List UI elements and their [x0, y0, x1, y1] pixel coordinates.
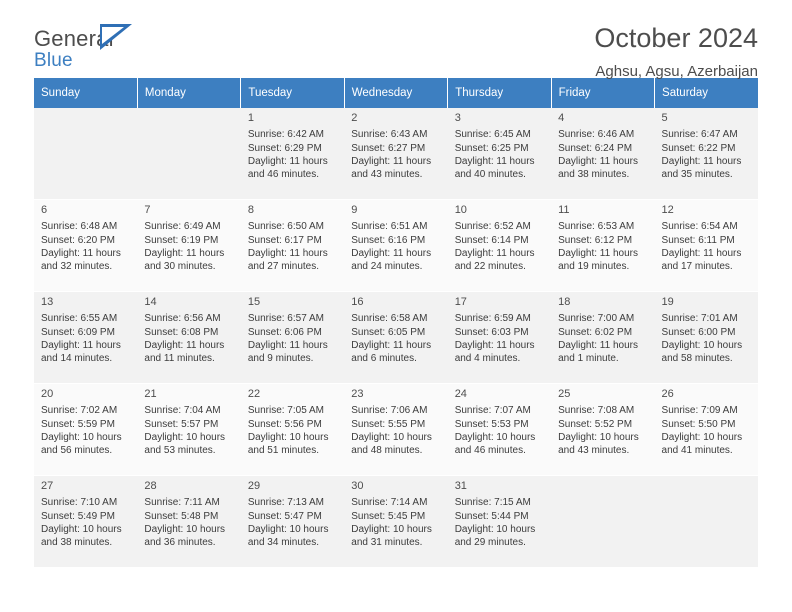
day-info-line: Sunrise: 6:51 AM — [351, 221, 428, 233]
day-sun-info — [662, 220, 752, 273]
calendar-day-cell[interactable] — [344, 476, 447, 568]
day-info-line: and 53 minutes. — [144, 445, 216, 457]
calendar-day-cell[interactable] — [137, 292, 240, 384]
calendar-day-cell[interactable] — [241, 292, 344, 384]
day-info-line: Sunrise: 7:01 AM — [661, 313, 738, 325]
day-info-line: Sunset: 6:11 PM — [661, 234, 735, 246]
day-info-line: and 43 minutes. — [351, 169, 423, 181]
calendar-day-cell[interactable] — [344, 292, 447, 384]
day-info-line: and 40 minutes. — [454, 169, 526, 181]
day-info-line: Daylight: 11 hours — [41, 339, 121, 351]
day-info-line: and 31 minutes. — [351, 537, 423, 549]
day-info-line: Sunrise: 6:58 AM — [351, 313, 428, 325]
calendar-day-cell[interactable] — [448, 292, 551, 384]
day-info-line: Sunrise: 7:11 AM — [144, 497, 220, 509]
day-info-line: Sunset: 6:12 PM — [558, 234, 633, 246]
day-info-line: and 32 minutes. — [41, 261, 113, 273]
day-info-line: Daylight: 10 hours — [351, 523, 432, 535]
day-info-line: and 41 minutes. — [661, 445, 733, 457]
day-info-line: Sunset: 6:09 PM — [41, 326, 115, 338]
day-info-line: Daylight: 11 hours — [454, 155, 535, 167]
day-info-line: Sunset: 6:29 PM — [247, 142, 322, 154]
day-info-line: Sunrise: 6:47 AM — [661, 129, 738, 141]
day-info-line: Sunset: 6:24 PM — [558, 142, 633, 154]
day-info-line: Daylight: 10 hours — [144, 431, 226, 443]
day-info-line: Daylight: 11 hours — [351, 155, 432, 167]
calendar-empty-cell — [34, 108, 137, 200]
day-info-line: and 34 minutes. — [247, 537, 320, 549]
day-sun-info — [248, 220, 338, 273]
day-info-line: Sunset: 5:56 PM — [247, 418, 322, 430]
day-sun-info — [351, 312, 441, 365]
day-info-line: Sunrise: 7:05 AM — [247, 405, 324, 417]
day-sun-info — [41, 220, 131, 273]
calendar-day-cell[interactable] — [344, 200, 447, 292]
day-sun-info — [455, 128, 545, 181]
day-info-line: Daylight: 11 hours — [247, 339, 328, 351]
calendar-day-cell[interactable] — [344, 108, 447, 200]
day-sun-info — [558, 220, 648, 273]
day-info-line: Daylight: 11 hours — [454, 339, 535, 351]
day-number: 17 — [454, 296, 467, 308]
brand-name-blue: Blue — [34, 50, 73, 71]
day-info-line: Sunrise: 7:15 AM — [454, 497, 531, 509]
day-info-line: and 48 minutes. — [351, 445, 423, 457]
day-sun-info — [662, 404, 752, 457]
day-number: 16 — [351, 296, 364, 308]
day-number: 12 — [661, 204, 674, 216]
day-info-line: Daylight: 11 hours — [558, 155, 638, 167]
calendar-day-cell[interactable] — [448, 384, 551, 476]
day-info-line: Sunrise: 7:02 AM — [41, 405, 118, 417]
day-info-line: Sunrise: 6:46 AM — [558, 129, 635, 141]
day-info-line: Daylight: 11 hours — [351, 339, 432, 351]
calendar-day-cell[interactable] — [655, 384, 758, 476]
day-sun-info — [41, 312, 131, 365]
day-sun-info — [455, 404, 545, 457]
calendar-day-cell[interactable] — [241, 108, 344, 200]
day-sun-info — [41, 496, 131, 549]
day-info-line: Sunrise: 7:09 AM — [661, 405, 738, 417]
day-sun-info — [144, 496, 234, 549]
day-info-line: Sunset: 6:20 PM — [41, 234, 115, 246]
day-info-line: Daylight: 11 hours — [661, 155, 742, 167]
day-info-line: and 4 minutes. — [454, 353, 521, 365]
day-info-line: Daylight: 10 hours — [247, 523, 329, 535]
day-info-line: Daylight: 11 hours — [144, 247, 225, 259]
day-info-line: and 11 minutes. — [144, 353, 215, 365]
day-number: 8 — [247, 204, 254, 216]
day-info-line: Daylight: 11 hours — [558, 247, 638, 259]
day-number: 10 — [454, 204, 467, 216]
day-number: 6 — [41, 204, 48, 216]
day-info-line: Daylight: 11 hours — [454, 247, 535, 259]
day-sun-info — [41, 404, 131, 457]
day-number: 1 — [247, 112, 254, 124]
day-info-line: Daylight: 11 hours — [247, 247, 328, 259]
day-info-line: Sunset: 5:50 PM — [661, 418, 736, 430]
day-sun-info — [558, 128, 648, 181]
title-block — [594, 22, 758, 80]
day-info-line: Sunrise: 7:08 AM — [558, 405, 635, 417]
day-info-line: and 9 minutes. — [247, 353, 314, 365]
day-info-line: Sunset: 6:17 PM — [247, 234, 322, 246]
day-number: 4 — [558, 112, 565, 124]
day-info-line: Daylight: 10 hours — [41, 523, 122, 535]
day-info-line: Sunrise: 7:00 AM — [558, 313, 635, 325]
day-number: 21 — [144, 388, 157, 400]
day-number: 9 — [351, 204, 358, 216]
day-number: 25 — [558, 388, 571, 400]
day-info-line: Sunrise: 6:48 AM — [41, 221, 118, 233]
calendar-empty-cell — [137, 108, 240, 200]
day-info-line: Sunrise: 6:50 AM — [247, 221, 324, 233]
day-number: 31 — [454, 480, 467, 492]
day-info-line: Daylight: 10 hours — [661, 431, 743, 443]
day-info-line: Sunset: 5:53 PM — [454, 418, 529, 430]
day-info-line: Sunset: 5:55 PM — [351, 418, 426, 430]
day-info-line: Daylight: 11 hours — [41, 247, 121, 259]
day-info-line: and 1 minute. — [558, 353, 619, 365]
day-sun-info — [144, 220, 234, 273]
calendar-day-cell[interactable] — [137, 476, 240, 568]
calendar-empty-cell — [655, 476, 758, 568]
day-number: 2 — [351, 112, 358, 124]
day-info-line: and 43 minutes. — [558, 445, 630, 457]
calendar-day-cell[interactable] — [241, 476, 344, 568]
day-info-line: Daylight: 10 hours — [144, 523, 226, 535]
day-info-line: Sunrise: 6:57 AM — [247, 313, 324, 325]
day-info-line: Daylight: 10 hours — [661, 339, 743, 351]
day-info-line: and 46 minutes. — [247, 169, 320, 181]
day-sun-info — [351, 220, 441, 273]
page-title: October 2024 — [594, 23, 758, 53]
day-sun-info — [455, 312, 545, 365]
brand-name-general: General — [34, 26, 114, 51]
day-info-line: Sunrise: 6:53 AM — [558, 221, 635, 233]
day-info-line: Sunset: 6:19 PM — [144, 234, 219, 246]
weekday-friday: Friday — [551, 78, 654, 108]
weekday-header-row — [34, 78, 758, 108]
day-info-line: and 36 minutes. — [144, 537, 216, 549]
day-info-line: Sunrise: 6:42 AM — [247, 129, 324, 141]
day-info-line: Daylight: 10 hours — [41, 431, 122, 443]
day-sun-info — [351, 404, 441, 457]
calendar-day-cell[interactable] — [241, 200, 344, 292]
day-number: 28 — [144, 480, 157, 492]
day-info-line: Sunset: 6:27 PM — [351, 142, 426, 154]
day-info-line: Sunset: 5:48 PM — [144, 510, 219, 522]
day-number: 18 — [558, 296, 571, 308]
calendar-empty-cell — [551, 476, 654, 568]
day-info-line: Sunrise: 7:10 AM — [41, 497, 118, 509]
day-info-line: and 6 minutes. — [351, 353, 417, 365]
day-number: 19 — [661, 296, 674, 308]
day-number: 29 — [247, 480, 261, 492]
calendar-day-cell[interactable] — [448, 200, 551, 292]
calendar-week-row — [34, 476, 758, 568]
day-info-line: Daylight: 10 hours — [558, 431, 639, 443]
day-sun-info — [144, 404, 234, 457]
day-info-line: Sunrise: 7:07 AM — [454, 405, 531, 417]
calendar-week-row — [34, 384, 758, 476]
day-info-line: Sunset: 5:45 PM — [351, 510, 426, 522]
calendar-day-cell[interactable] — [34, 384, 137, 476]
day-sun-info — [558, 404, 648, 457]
calendar-day-cell[interactable] — [448, 476, 551, 568]
calendar-day-cell[interactable] — [655, 108, 758, 200]
day-sun-info — [248, 404, 338, 457]
weekday-thursday: Thursday — [448, 78, 551, 108]
weekday-saturday: Saturday — [655, 78, 758, 108]
calendar-day-cell[interactable] — [34, 200, 137, 292]
calendar-day-cell[interactable] — [551, 200, 654, 292]
day-info-line: Sunset: 5:49 PM — [41, 510, 115, 522]
day-sun-info — [248, 312, 338, 365]
calendar-head — [34, 78, 758, 108]
day-info-line: Sunrise: 6:55 AM — [41, 313, 118, 325]
day-sun-info — [351, 128, 441, 181]
calendar-body — [34, 108, 758, 568]
day-sun-info — [662, 312, 752, 365]
day-info-line: Sunrise: 6:54 AM — [661, 221, 738, 233]
calendar-day-cell[interactable] — [551, 384, 654, 476]
day-number: 23 — [351, 388, 364, 400]
day-info-line: Sunrise: 6:56 AM — [144, 313, 221, 325]
day-info-line: Daylight: 10 hours — [454, 523, 536, 535]
day-info-line: Sunset: 5:59 PM — [41, 418, 115, 430]
calendar-day-cell[interactable] — [655, 200, 758, 292]
day-info-line: Sunrise: 6:52 AM — [454, 221, 531, 233]
flag-icon-inner — [102, 27, 124, 44]
day-number: 26 — [661, 388, 674, 400]
day-sun-info — [455, 220, 545, 273]
day-number: 3 — [454, 112, 461, 124]
page-header — [34, 0, 758, 80]
calendar-day-cell[interactable] — [448, 108, 551, 200]
day-info-line: Sunset: 6:06 PM — [247, 326, 322, 338]
day-info-line: Sunrise: 6:49 AM — [144, 221, 221, 233]
day-info-line: Sunset: 6:03 PM — [454, 326, 529, 338]
calendar-day-cell[interactable] — [551, 108, 654, 200]
day-sun-info — [144, 312, 234, 365]
day-number: 14 — [144, 296, 157, 308]
day-info-line: Sunset: 6:16 PM — [351, 234, 426, 246]
calendar-day-cell[interactable] — [655, 292, 758, 384]
calendar-day-cell[interactable] — [137, 384, 240, 476]
day-info-line: Daylight: 11 hours — [661, 247, 742, 259]
day-info-line: Sunset: 5:52 PM — [558, 418, 633, 430]
day-number: 5 — [661, 112, 668, 124]
weekday-sunday: Sunday — [34, 78, 137, 108]
day-number: 13 — [41, 296, 54, 308]
day-info-line: Daylight: 10 hours — [454, 431, 536, 443]
day-sun-info — [248, 496, 338, 549]
day-sun-info — [351, 496, 441, 549]
day-number: 30 — [351, 480, 364, 492]
day-number: 11 — [558, 204, 570, 216]
day-info-line: and 56 minutes. — [41, 445, 113, 457]
day-info-line: and 29 minutes. — [454, 537, 526, 549]
calendar-week-row — [34, 108, 758, 200]
day-sun-info — [558, 312, 648, 365]
day-info-line: Sunrise: 7:13 AM — [247, 497, 324, 509]
day-info-line: and 58 minutes. — [661, 353, 733, 365]
day-info-line: and 27 minutes. — [247, 261, 320, 273]
day-info-line: Sunrise: 6:59 AM — [454, 313, 531, 325]
day-info-line: Sunrise: 6:43 AM — [351, 129, 428, 141]
day-info-line: Sunrise: 7:06 AM — [351, 405, 428, 417]
day-info-line: and 22 minutes. — [454, 261, 526, 273]
calendar-day-cell[interactable] — [34, 476, 137, 568]
weekday-tuesday: Tuesday — [241, 78, 344, 108]
calendar-day-cell[interactable] — [241, 384, 344, 476]
day-info-line: Sunset: 6:08 PM — [144, 326, 219, 338]
day-info-line: Sunset: 6:22 PM — [661, 142, 736, 154]
day-info-line: and 19 minutes. — [558, 261, 630, 273]
calendar-day-cell[interactable] — [551, 292, 654, 384]
day-info-line: Sunrise: 7:04 AM — [144, 405, 221, 417]
day-info-line: Sunset: 6:02 PM — [558, 326, 633, 338]
day-info-line: Sunrise: 6:45 AM — [454, 129, 531, 141]
day-number: 7 — [144, 204, 151, 216]
calendar-week-row — [34, 200, 758, 292]
day-sun-info — [248, 128, 338, 181]
day-number: 27 — [41, 480, 54, 492]
day-info-line: Sunset: 5:44 PM — [454, 510, 529, 522]
day-number: 22 — [247, 388, 261, 400]
day-info-line: Daylight: 10 hours — [351, 431, 432, 443]
day-info-line: Sunrise: 7:14 AM — [351, 497, 428, 509]
day-info-line: Daylight: 11 hours — [144, 339, 225, 351]
page-subtitle: Aghsu, Agsu, Azerbaijan — [595, 63, 758, 80]
day-sun-info — [455, 496, 545, 549]
day-info-line: and 35 minutes. — [661, 169, 733, 181]
day-info-line: Sunset: 6:00 PM — [661, 326, 736, 338]
day-number: 24 — [454, 388, 467, 400]
day-info-line: and 38 minutes. — [558, 169, 630, 181]
day-info-line: and 46 minutes. — [454, 445, 526, 457]
day-info-line: Daylight: 11 hours — [247, 155, 328, 167]
day-info-line: and 30 minutes. — [144, 261, 216, 273]
day-info-line: and 14 minutes. — [41, 353, 113, 365]
calendar-day-cell[interactable] — [344, 384, 447, 476]
day-info-line: Sunset: 6:05 PM — [351, 326, 426, 338]
day-info-line: and 51 minutes. — [247, 445, 320, 457]
day-number: 15 — [247, 296, 261, 308]
day-sun-info — [662, 128, 752, 181]
day-info-line: Daylight: 11 hours — [351, 247, 432, 259]
calendar-day-cell[interactable] — [34, 292, 137, 384]
weekday-monday: Monday — [137, 78, 240, 108]
day-info-line: Sunset: 5:47 PM — [247, 510, 322, 522]
calendar-day-cell[interactable] — [137, 200, 240, 292]
day-info-line: Daylight: 10 hours — [247, 431, 329, 443]
brand-logo — [34, 26, 214, 76]
day-info-line: Sunset: 6:25 PM — [454, 142, 529, 154]
day-info-line: Sunset: 6:14 PM — [454, 234, 529, 246]
day-info-line: Daylight: 11 hours — [558, 339, 638, 351]
day-info-line: and 24 minutes. — [351, 261, 423, 273]
day-info-line: and 38 minutes. — [41, 537, 113, 549]
weekday-wednesday: Wednesday — [344, 78, 447, 108]
calendar-week-row — [34, 292, 758, 384]
day-info-line: Sunset: 5:57 PM — [144, 418, 219, 430]
day-number: 20 — [41, 388, 54, 400]
calendar-table — [34, 78, 758, 568]
day-info-line: and 17 minutes. — [661, 261, 733, 273]
